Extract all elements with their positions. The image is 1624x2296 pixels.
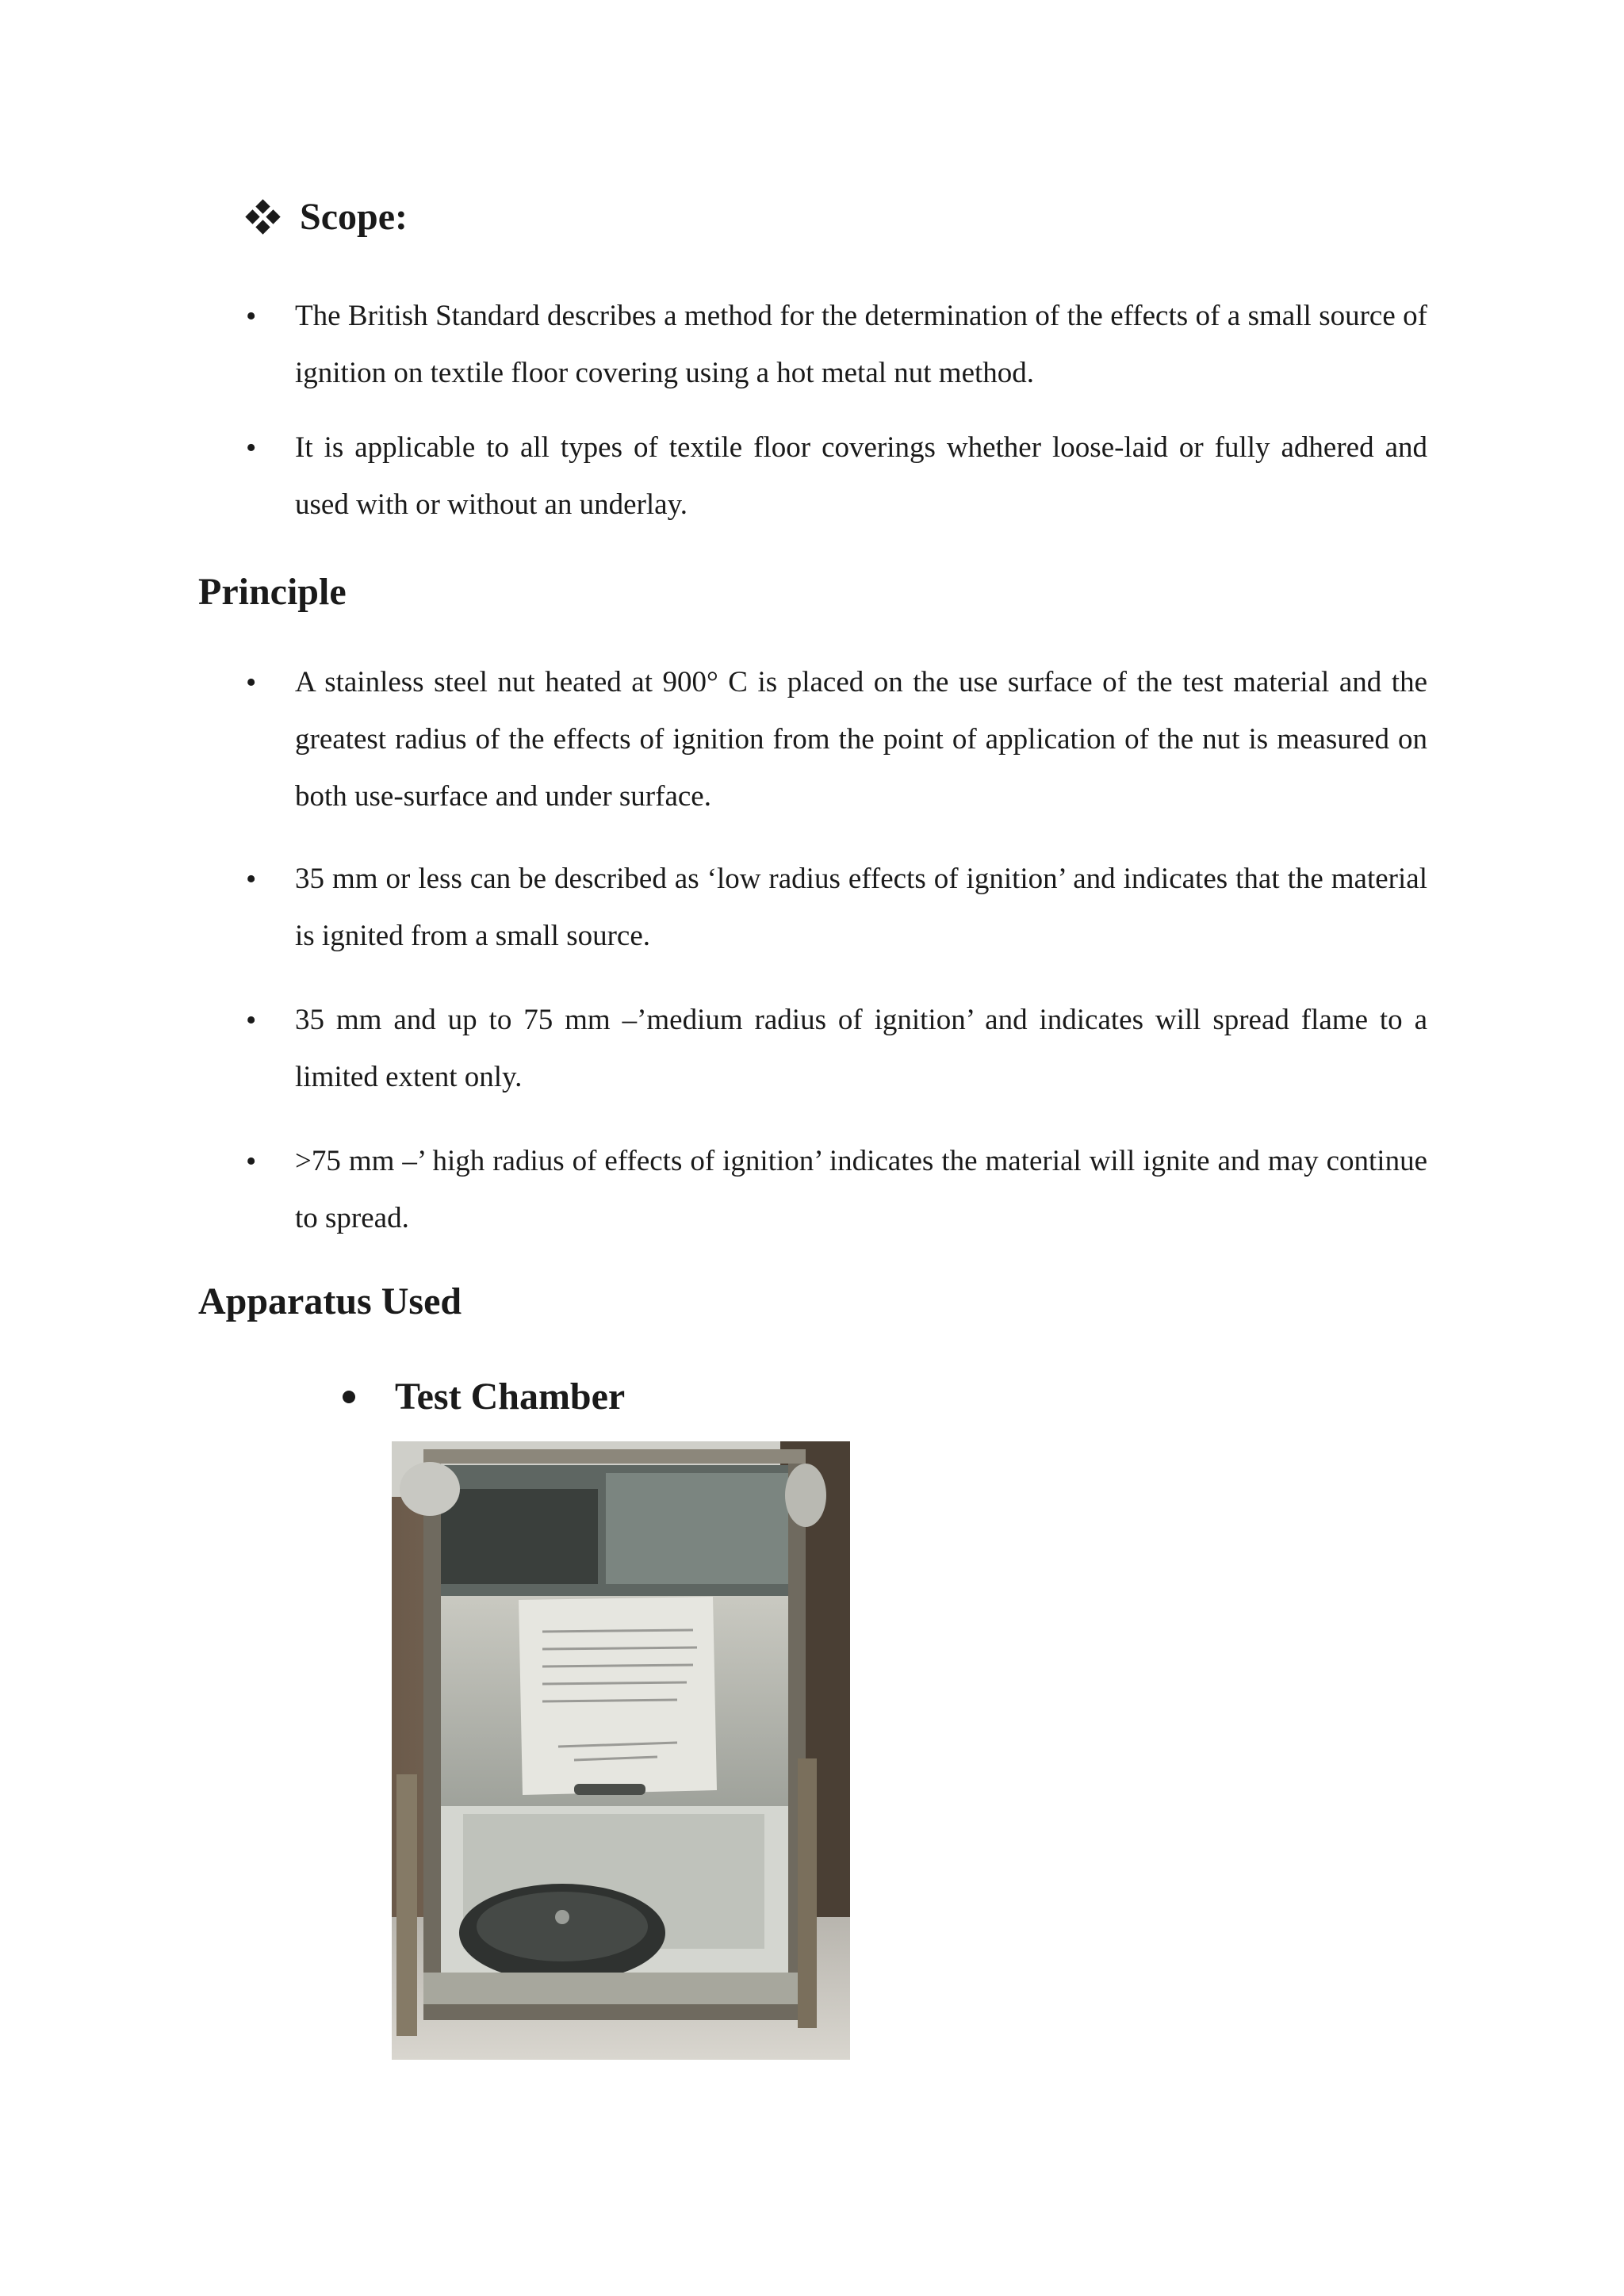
apparatus-item-label: Test Chamber (395, 1376, 626, 1418)
bullet-icon: • (246, 300, 257, 333)
test-chamber-photo (392, 1441, 850, 2060)
scope-bullet-2 (246, 419, 1427, 534)
principle-bullet-2 (246, 851, 1427, 965)
principle-bullet-3 (246, 992, 1427, 1106)
bullet-icon: • (246, 666, 257, 699)
principle-bullet-1 (246, 654, 1427, 825)
apparatus-heading: Apparatus Used (198, 1280, 462, 1322)
principle-heading: Principle (198, 571, 347, 613)
bullet-icon: • (246, 1004, 257, 1037)
bullet-icon: • (246, 863, 257, 896)
principle-bullet-2-text: 35 mm or less can be described as ‘low radius effects of ignition’ and indicates that the material is ignited from a small source. (295, 863, 1427, 952)
bullet-icon: • (246, 1145, 257, 1178)
principle-bullet-3-text: 35 mm and up to 75 mm –’medium radius of ignition’ and indicates will spread flame to a limited extent only. (295, 1004, 1427, 1093)
principle-bullet-1-text: A stainless steel nut heated at 900° C is placed on the use surface of the test material and the greatest radius of the effects of ignition from the point of application of the nut is measured on both use-surface and under surface. (295, 666, 1427, 813)
scope-heading (246, 192, 408, 243)
bullet-icon: • (246, 431, 257, 465)
filled-circle-bullet-icon (343, 1391, 355, 1403)
scope-bullet-2-text: It is applicable to all types of textile floor coverings whether loose-laid or fully adhered and used with or without an underlay. (295, 431, 1427, 521)
apparatus-item-test-chamber (343, 1372, 625, 1422)
scope-bullet-1 (246, 288, 1427, 402)
principle-bullet-4-text: >75 mm –’ high radius of effects of ignition’ indicates the material will ignite and may continue to spread. (295, 1145, 1427, 1234)
principle-bullet-4 (246, 1133, 1427, 1247)
four-diamond-bullet-icon (246, 200, 281, 235)
scope-heading-text: Scope: (300, 196, 408, 238)
scope-bullet-1-text: The British Standard describes a method for the determination of the effects of a small source of ignition on textile floor covering using a hot metal nut method. (295, 300, 1427, 389)
